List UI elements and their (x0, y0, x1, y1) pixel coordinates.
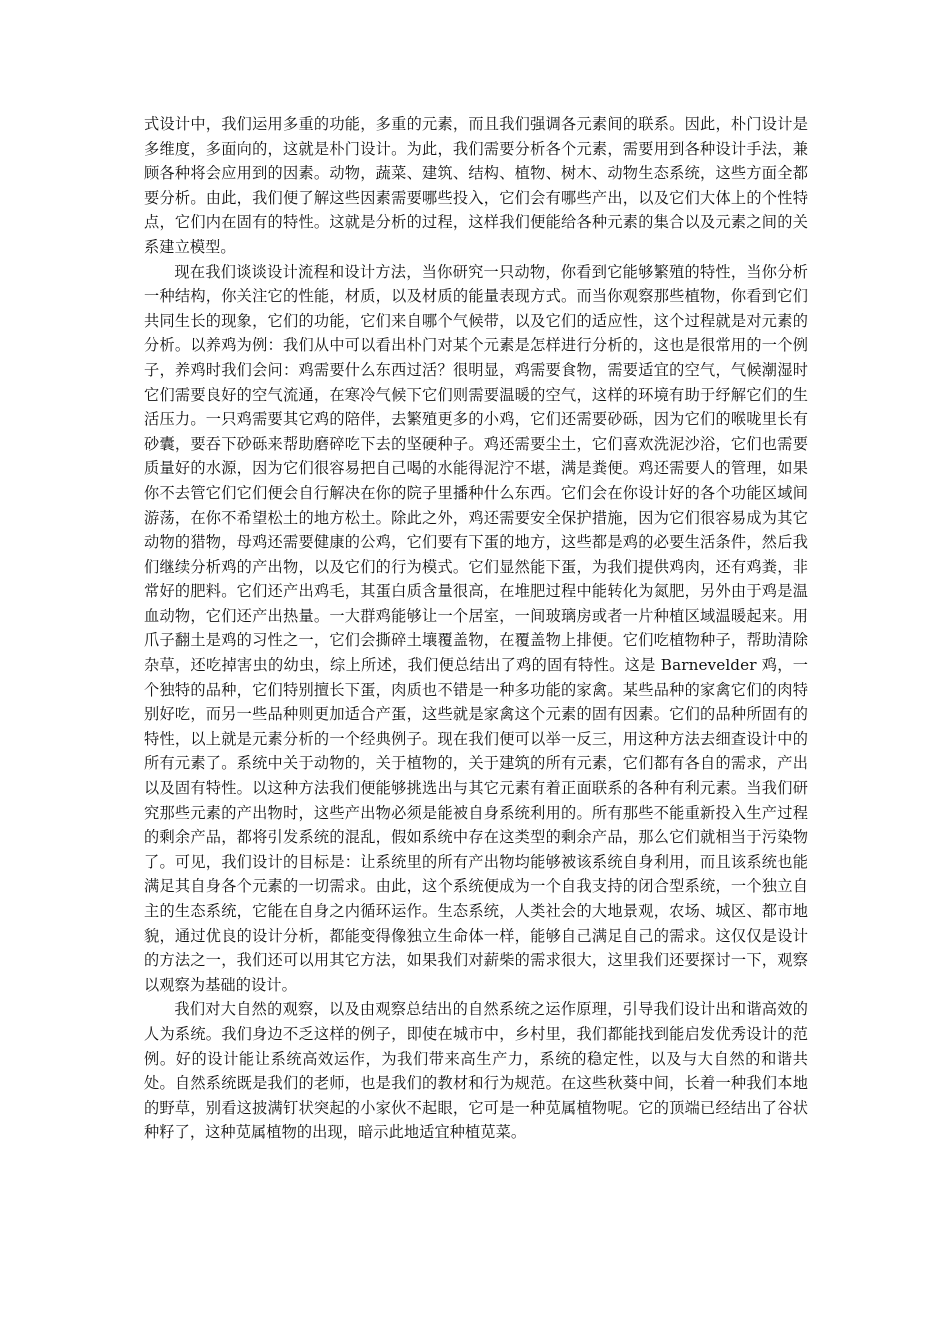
paragraph-3: 我们对大自然的观察，以及由观察总结出的自然系统之运作原理，引导我们设计出和谐高效的人为系统。我们身边不乏这样的例子，即使在城市中，乡村里，我们都能找到能启发优秀设计的范例。好的设计能让系统高效运作，为我们带来高生产力，系统的稳定性，以及与大自然的和谐共处。自然系统既是我们的老师，也是我们的教材和行为规范。在这些秋葵中间，长着一种我们本地的野草，别看这披满钉状突起的小家伙不起眼，它可是一种苋属植物呢。它的顶端已经结出了谷状种籽了，这种苋属植物的出现，暗示此地适宜种植苋菜。 (144, 1000, 808, 1142)
document-page (144, 112, 808, 1145)
paragraph-2: 现在我们谈谈设计流程和设计方法，当你研究一只动物，你看到它能够繁殖的特性，当你分析一种结构，你关注它的性能，材质，以及材质的能量表现方式。而当你观察那些植物，你看到它们共同生长的现象，它们的功能，它们来自哪个气候带，以及它们的适应性，这个过程就是对元素的分析。以养鸡为例：我们从中可以看出朴门对某个元素是怎样进行分析的，这也是很常用的一个例子，养鸡时我们会问：鸡需要什么东西过活？很明显，鸡需要食物，需要适宜的空气，气候潮湿时它们需要良好的空气流通，在寒冷气候下它们则需要温暖的空气，这样的环境有助于纾解它们的生活压力。一只鸡需要其它鸡的陪伴，去繁殖更多的小鸡，它们还需要砂砾，因为它们的喉咙里长有砂囊，要吞下砂砾来帮助磨碎吃下去的坚硬种子。鸡还需要尘土，它们喜欢洗泥沙浴，它们也需要质量好的水源，因为它们很容易把自己喝的水能得泥泞不堪，满是粪便。鸡还需要人的管理，如果你不去管它们它们便会自行解决在你的院子里播种什么东西。它们会在你设计好的各个功能区域间游荡，在你不希望松土的地方松土。除此之外，鸡还需要安全保护措施，因为它们很容易成为其它动物的猎物，母鸡还需要健康的公鸡，它们要有下蛋的地方，这些都是鸡的必要生活条件，然后我们继续分析鸡的产出物，以及它们的行为模式。它们显然能下蛋，为我们提供鸡肉，还有鸡粪，非常好的肥料。它们还产出鸡毛，其蛋白质含量很高，在堆肥过程中能转化为氮肥，另外由于鸡是温血动物，它们还产出热量。一大群鸡能够让一个居室，一间玻璃房或者一片种植区域温暖起来。用爪子翻土是鸡的习性之一，它们会撕碎土壤覆盖物，在覆盖物上排便。它们吃植物种子，帮助清除杂草，还吃掉害虫的幼虫，综上所述，我们便总结出了鸡的固有特性。这是 Barnevelder 鸡，一个独特的品种，它们特别擅长下蛋，肉质也不错是一种多功能的家禽。某些品种的家禽它们的肉特别好吃，而另一些品种则更加适合产蛋，这些就是家禽这个元素的固有因素。它们的品种所固有的特性，以上就是元素分析的一个经典例子。现在我们便可以举一反三，用这种方法去细查设计中的所有元素了。系统中关于动物的，关于植物的，关于建筑的所有元素，它们都有各自的需求，产出以及固有特性。以这种方法我们便能够挑选出与其它元素有着正面联系的各种有利元素。当我们研究那些元素的产出物时，这些产出物必须是能被自身系统利用的。所有那些不能重新投入生产过程的剩余产品，都将引发系统的混乱，假如系统中存在这类型的剩余产品，那么它们就相当于污染物了。可见，我们设计的目标是：让系统里的所有产出物均能够被该系统自身利用，而且该系统也能满足其自身各个元素的一切需求。由此，这个系统便成为一个自我支持的闭合型系统，一个独立自主的生态系统，它能在自身之内循环运作。生态系统，人类社会的大地景观，农场、城区、都市地貌，通过优良的设计分析，都能变得像独立生命体一样，能够自己满足自己的需求。这仅仅是设计的方法之一，我们还可以用其它方法，如果我们对薪柴的需求很大，这里我们还要探讨一下，观察以观察为基础的设计。 (144, 262, 808, 994)
paragraph-1: 式设计中，我们运用多重的功能，多重的元素，而且我们强调各元素间的联系。因此，朴门设计是多维度，多面向的，这就是朴门设计。为此，我们需要分析各个元素，需要用到各种设计手法，兼顾各种将会应用到的因素。动物，蔬菜、建筑、结构、植物、树木、动物生态系统，这些方面全都要分析。由此，我们便了解这些因素需要哪些投入，它们会有哪些产出，以及它们大体上的个性特点，它们内在固有的特性。这就是分析的过程，这样我们便能给各种元素的集合以及元素之间的关系建立模型。 (144, 115, 808, 256)
